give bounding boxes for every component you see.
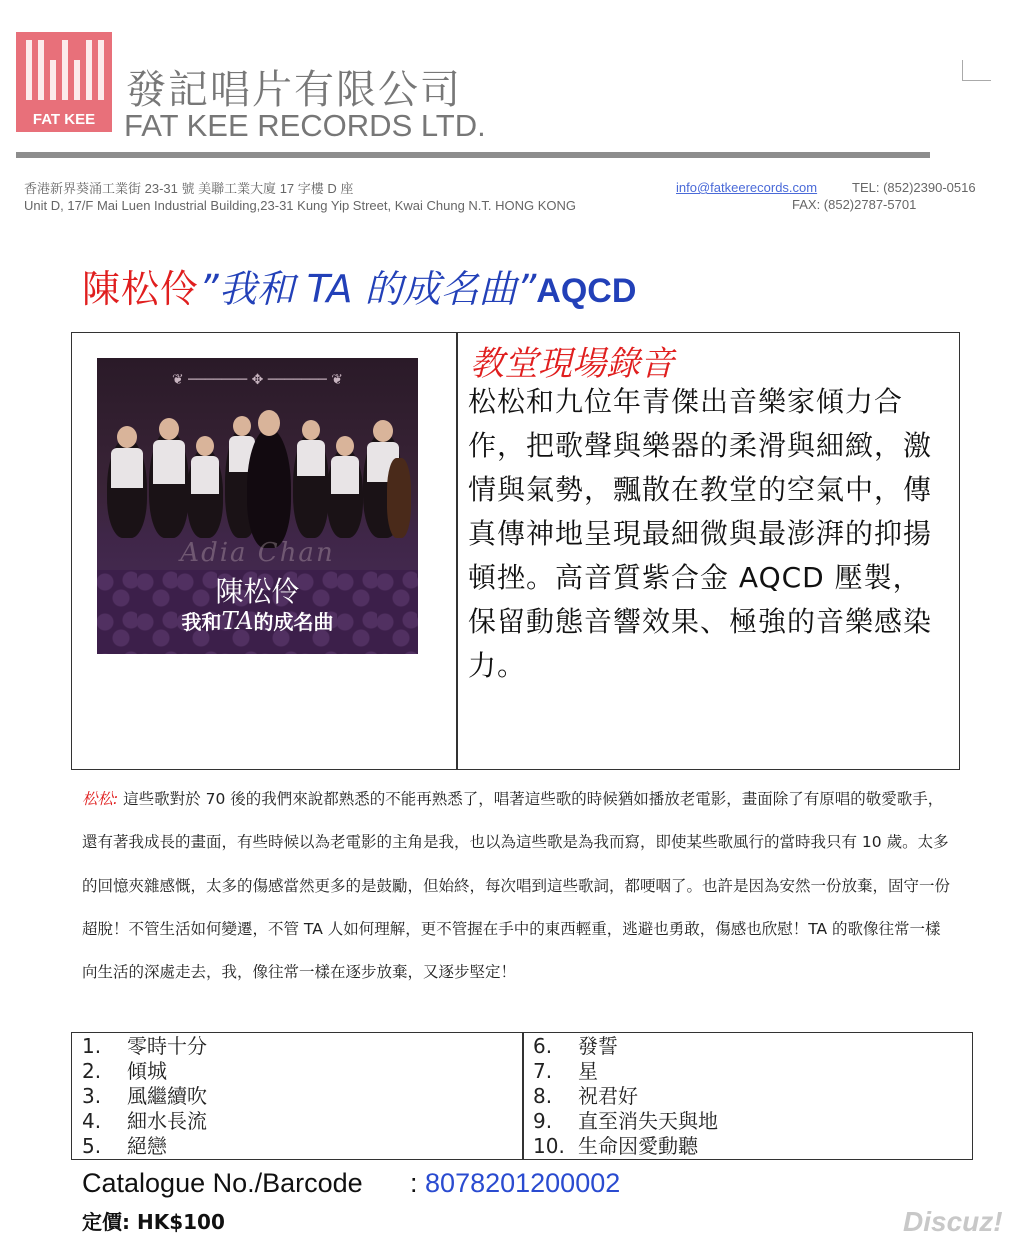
track-title: 星 — [578, 1059, 598, 1083]
title-format: AQCD — [536, 272, 637, 310]
feature-description: 松松和九位年青傑出音樂家傾力合作，把歌聲與樂器的柔滑與細緻，激情與氣勢，飄散在教堂的空氣中，傳真傳神地呈現最細微與最澎湃的抑揚頓挫。高音質紫合金 AQCD 壓製，保留動態音響效果、極強的音樂感染力。 — [468, 385, 933, 682]
track-number: 6. — [533, 1034, 553, 1058]
price: 定價: HK$100 — [82, 1210, 225, 1234]
track-number: 3. — [82, 1084, 102, 1108]
cover-ornament-icon: ❦ ─────── ✥ ─────── ❦ — [172, 372, 343, 388]
catalogue-label: Catalogue No./Barcode — [82, 1168, 363, 1198]
cover-album-post: 的成名曲 — [253, 610, 334, 634]
track-title: 風繼續吹 — [127, 1084, 207, 1108]
track-number: 4. — [82, 1109, 102, 1133]
track-row — [82, 1034, 207, 1059]
track-title: 發誓 — [578, 1034, 618, 1058]
barcode — [410, 1168, 620, 1199]
track-row — [533, 1109, 718, 1134]
address-en: Unit D, 17/F Mai Luen Industrial Building,23-31 Kung Yip Street, Kwai Chung N.T. HONG KONG — [24, 198, 577, 213]
title-album: ”我和 TA 的成名曲” — [199, 267, 537, 311]
barcode-separator: : — [410, 1168, 418, 1198]
track-number: 10. — [533, 1134, 565, 1158]
header-divider — [16, 152, 930, 158]
email-link[interactable]: info@fatkeerecords.com — [676, 180, 818, 195]
logo-text: FAT KEE — [32, 111, 96, 128]
feature-heading: 教堂現場錄音 — [470, 344, 674, 384]
track-number: 5. — [82, 1134, 102, 1158]
track-row — [82, 1134, 207, 1159]
track-title: 絕戀 — [127, 1134, 167, 1158]
fax: FAX: (852)2787-5701 — [792, 197, 917, 212]
track-list-divider — [522, 1032, 524, 1160]
cover-script-name: Adia Chan — [180, 538, 335, 568]
company-logo — [16, 32, 112, 132]
artist-note-text: 這些歌對於 70 後的我們來說都熟悉的不能再熟悉了，唱著這些歌的時候猶如播放老電影，畫面除了有原唱的敬愛歌手，還有著我成長的畫面，有些時候以為老電影的主角是我，也以為這些歌是為我而寫，即使某些歌風行的當時我只有 10 歲。太多的回憶夾雜感慨，太多的傷感當然更多的是鼓勵，但始終，每次唱到這些歌詞，都哽咽了。也許是因為安然一份放棄，固守一份超脫！不管生活如何變遷，不管 TA 人如何理解，更不管握在手中的東西輕重，逃避也勇敢，傷感也欣慰！TA 的歌像往常一樣向生活的深處走去，我，像往常一樣在逐步放棄，又逐步堅定！ — [82, 790, 951, 982]
company-name-en: FAT KEE RECORDS LTD. — [124, 108, 486, 143]
album-cover — [97, 358, 418, 654]
artist-note — [82, 778, 950, 994]
cover-musicians-image — [97, 388, 418, 538]
track-title: 直至消失天與地 — [578, 1109, 718, 1133]
title-artist: 陳松伶 — [82, 267, 200, 311]
track-number: 7. — [533, 1059, 553, 1083]
album-box-divider — [456, 332, 458, 770]
address-cn: 香港新界葵涌工業街 23-31 號 美聯工業大廈 17 字樓 D 座 — [24, 181, 354, 196]
telephone: TEL: (852)2390-0516 — [852, 180, 976, 195]
track-list-left — [82, 1034, 207, 1159]
track-row — [533, 1134, 718, 1159]
track-number: 8. — [533, 1084, 553, 1108]
track-row — [533, 1084, 718, 1109]
cover-album-pre: 我和 — [181, 610, 222, 634]
watermark: Discuz! — [903, 1206, 1003, 1237]
track-number: 2. — [82, 1059, 102, 1083]
track-title: 傾城 — [127, 1059, 167, 1083]
company-name-cn: 發記唱片有限公司 — [126, 67, 462, 113]
cover-artist: 陳松伶 — [215, 575, 300, 608]
barcode-number: 8078201200002 — [425, 1168, 621, 1198]
cover-album-title — [97, 606, 418, 635]
track-title: 零時十分 — [127, 1034, 207, 1058]
cover-album-ta: TA — [221, 607, 254, 635]
track-title: 祝君好 — [578, 1084, 638, 1108]
track-number: 9. — [533, 1109, 553, 1133]
corner-crop-mark — [962, 60, 991, 81]
track-title: 生命因愛動聽 — [578, 1134, 698, 1158]
track-number: 1. — [82, 1034, 102, 1058]
track-row — [533, 1034, 718, 1059]
track-row — [533, 1059, 718, 1084]
artist-note-lead: 松松: — [82, 790, 119, 808]
track-row — [82, 1109, 207, 1134]
track-title: 細水長流 — [127, 1109, 207, 1133]
track-row — [82, 1059, 207, 1084]
page-title — [82, 258, 636, 313]
track-list-right — [533, 1034, 718, 1159]
track-row — [82, 1084, 207, 1109]
